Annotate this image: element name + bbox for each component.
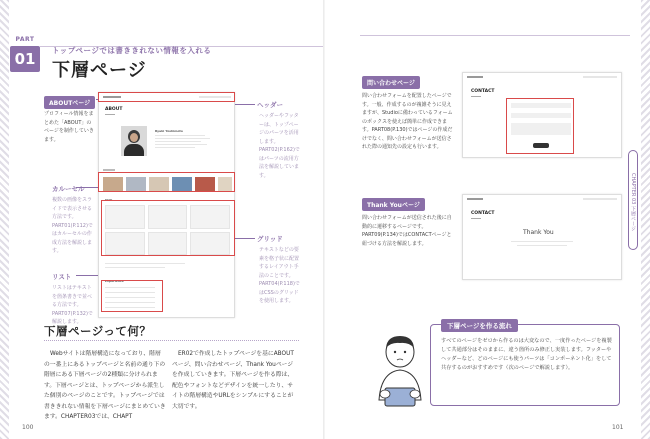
thank-you-text: Thank You <box>523 229 554 236</box>
body-text-col1: Webサイトは階層構造になっており、階層の一番上にあるトップページと名前の通り下の階層にある下層ページの2種類に分けられます。下層ページとは、トップページから派生した個別のページのことです。トップページでは書ききれない情報を下層ページにまとめていきます。CHAPTER03では、CHAPT <box>44 351 166 420</box>
person-name: Ryuki Yoshimoto <box>155 129 183 133</box>
grid-title: Skill <box>105 198 113 202</box>
highlight-grid <box>101 200 235 256</box>
highlight-form <box>506 98 574 154</box>
annotation-line <box>235 104 255 105</box>
callout-title: 下層ページを作る流れ <box>441 319 518 332</box>
page-subtitle: トップページでは書ききれない情報を入れる <box>52 46 212 55</box>
tag-header: ヘッダー <box>257 101 283 109</box>
body-text-col2: ER02で作成したトップページを基にABOUTページ、問い合わせページ、Thank Youページを作成していきます。下層ページを作る際は、配色やフォントなどデザインを統一したり、サイトの階層構造やURLをシンプルにすることが大切です。 <box>172 351 294 410</box>
decorative-stripe <box>641 0 650 439</box>
annotation-line <box>235 238 255 239</box>
page-title: 下層ページ <box>52 60 147 81</box>
person-laptop-illustration <box>365 330 435 420</box>
highlight-list <box>101 280 163 312</box>
desc-grid: テキストなどの要素を格子状に配置するレイアウト手法のことです。PART04(P.118)ではCSSのグリッドを使用します。 <box>259 247 300 304</box>
tag-thanks: Thank Youページ <box>362 198 425 211</box>
thanks-page-mockup <box>462 194 622 280</box>
tag-about: ABOUTページ <box>44 96 95 109</box>
desc-thanks: 問い合わせフォームが送信された後に自動的に遷移するページです。PART09(P.134)ではCONTACTページと紐づける方法を解説します。 <box>362 215 452 247</box>
page-number-right: 101 <box>612 424 624 431</box>
section-rule <box>44 340 299 341</box>
desc-about: プロフィール情報をまとめた「ABOUT」のページを制作していきます。 <box>44 111 94 143</box>
section-title: 下層ページって何？ <box>44 324 152 338</box>
about-heading: ABOUT <box>105 107 123 112</box>
profile-photo <box>121 126 147 156</box>
thanks-heading: CONTACT <box>471 211 495 216</box>
tag-list: リスト <box>52 273 72 281</box>
desc-contact: 問い合わせフォームを配置したページです。一般、作成するのが複雑そうに見えますが、Studioに備わっているフォームのボックスを使えば簡単に作成できます。PART08(P.130)ではページの作成だけでなく、問い合わせフォームが送信された際の通知先の設定も行います。 <box>362 93 453 150</box>
annotation-line <box>76 187 98 188</box>
desc-list: リストはテキストを箇条書きで並べる方法です。PART07(P.132)で解説します。 <box>52 285 93 325</box>
tag-carousel: カルーセル <box>52 185 85 193</box>
contact-heading: CONTACT <box>471 89 495 94</box>
part-label: PART <box>15 36 35 43</box>
tag-contact: 問い合わせページ <box>362 76 420 89</box>
top-rule <box>360 35 630 36</box>
highlight-carousel <box>98 172 235 192</box>
tag-grid: グリッド <box>257 235 283 243</box>
chapter-side-tab: CHAPTER 03 下層ページ <box>628 150 638 250</box>
desc-header: ヘッダーやフッターは、トップページのパーツを活用します。PART02(P.162)ではパーツの流用方法を解説しています。 <box>259 113 300 179</box>
desc-carousel: 複数の画像をスライドで表示させる方法です。PART01(P.112)ではカルーセルの作成方法を解説します。 <box>52 197 93 254</box>
decorative-stripe <box>0 0 9 439</box>
page-number-left: 100 <box>22 424 34 431</box>
list-title: Experience <box>105 279 124 283</box>
callout-text: すべてのページをゼロから作るのは大変なので、一度作ったページを複製して共通部分はそのままに、違う箇所のみ修正し実装します。フッターやヘッダーなど、どのページにも使うパーツは「コンポーネント化」をして共存するのがおすすめです（次のページで解説します）。 <box>441 338 612 371</box>
part-number: 01 <box>10 46 40 72</box>
highlight-header <box>98 92 235 102</box>
callout-box <box>430 324 620 406</box>
